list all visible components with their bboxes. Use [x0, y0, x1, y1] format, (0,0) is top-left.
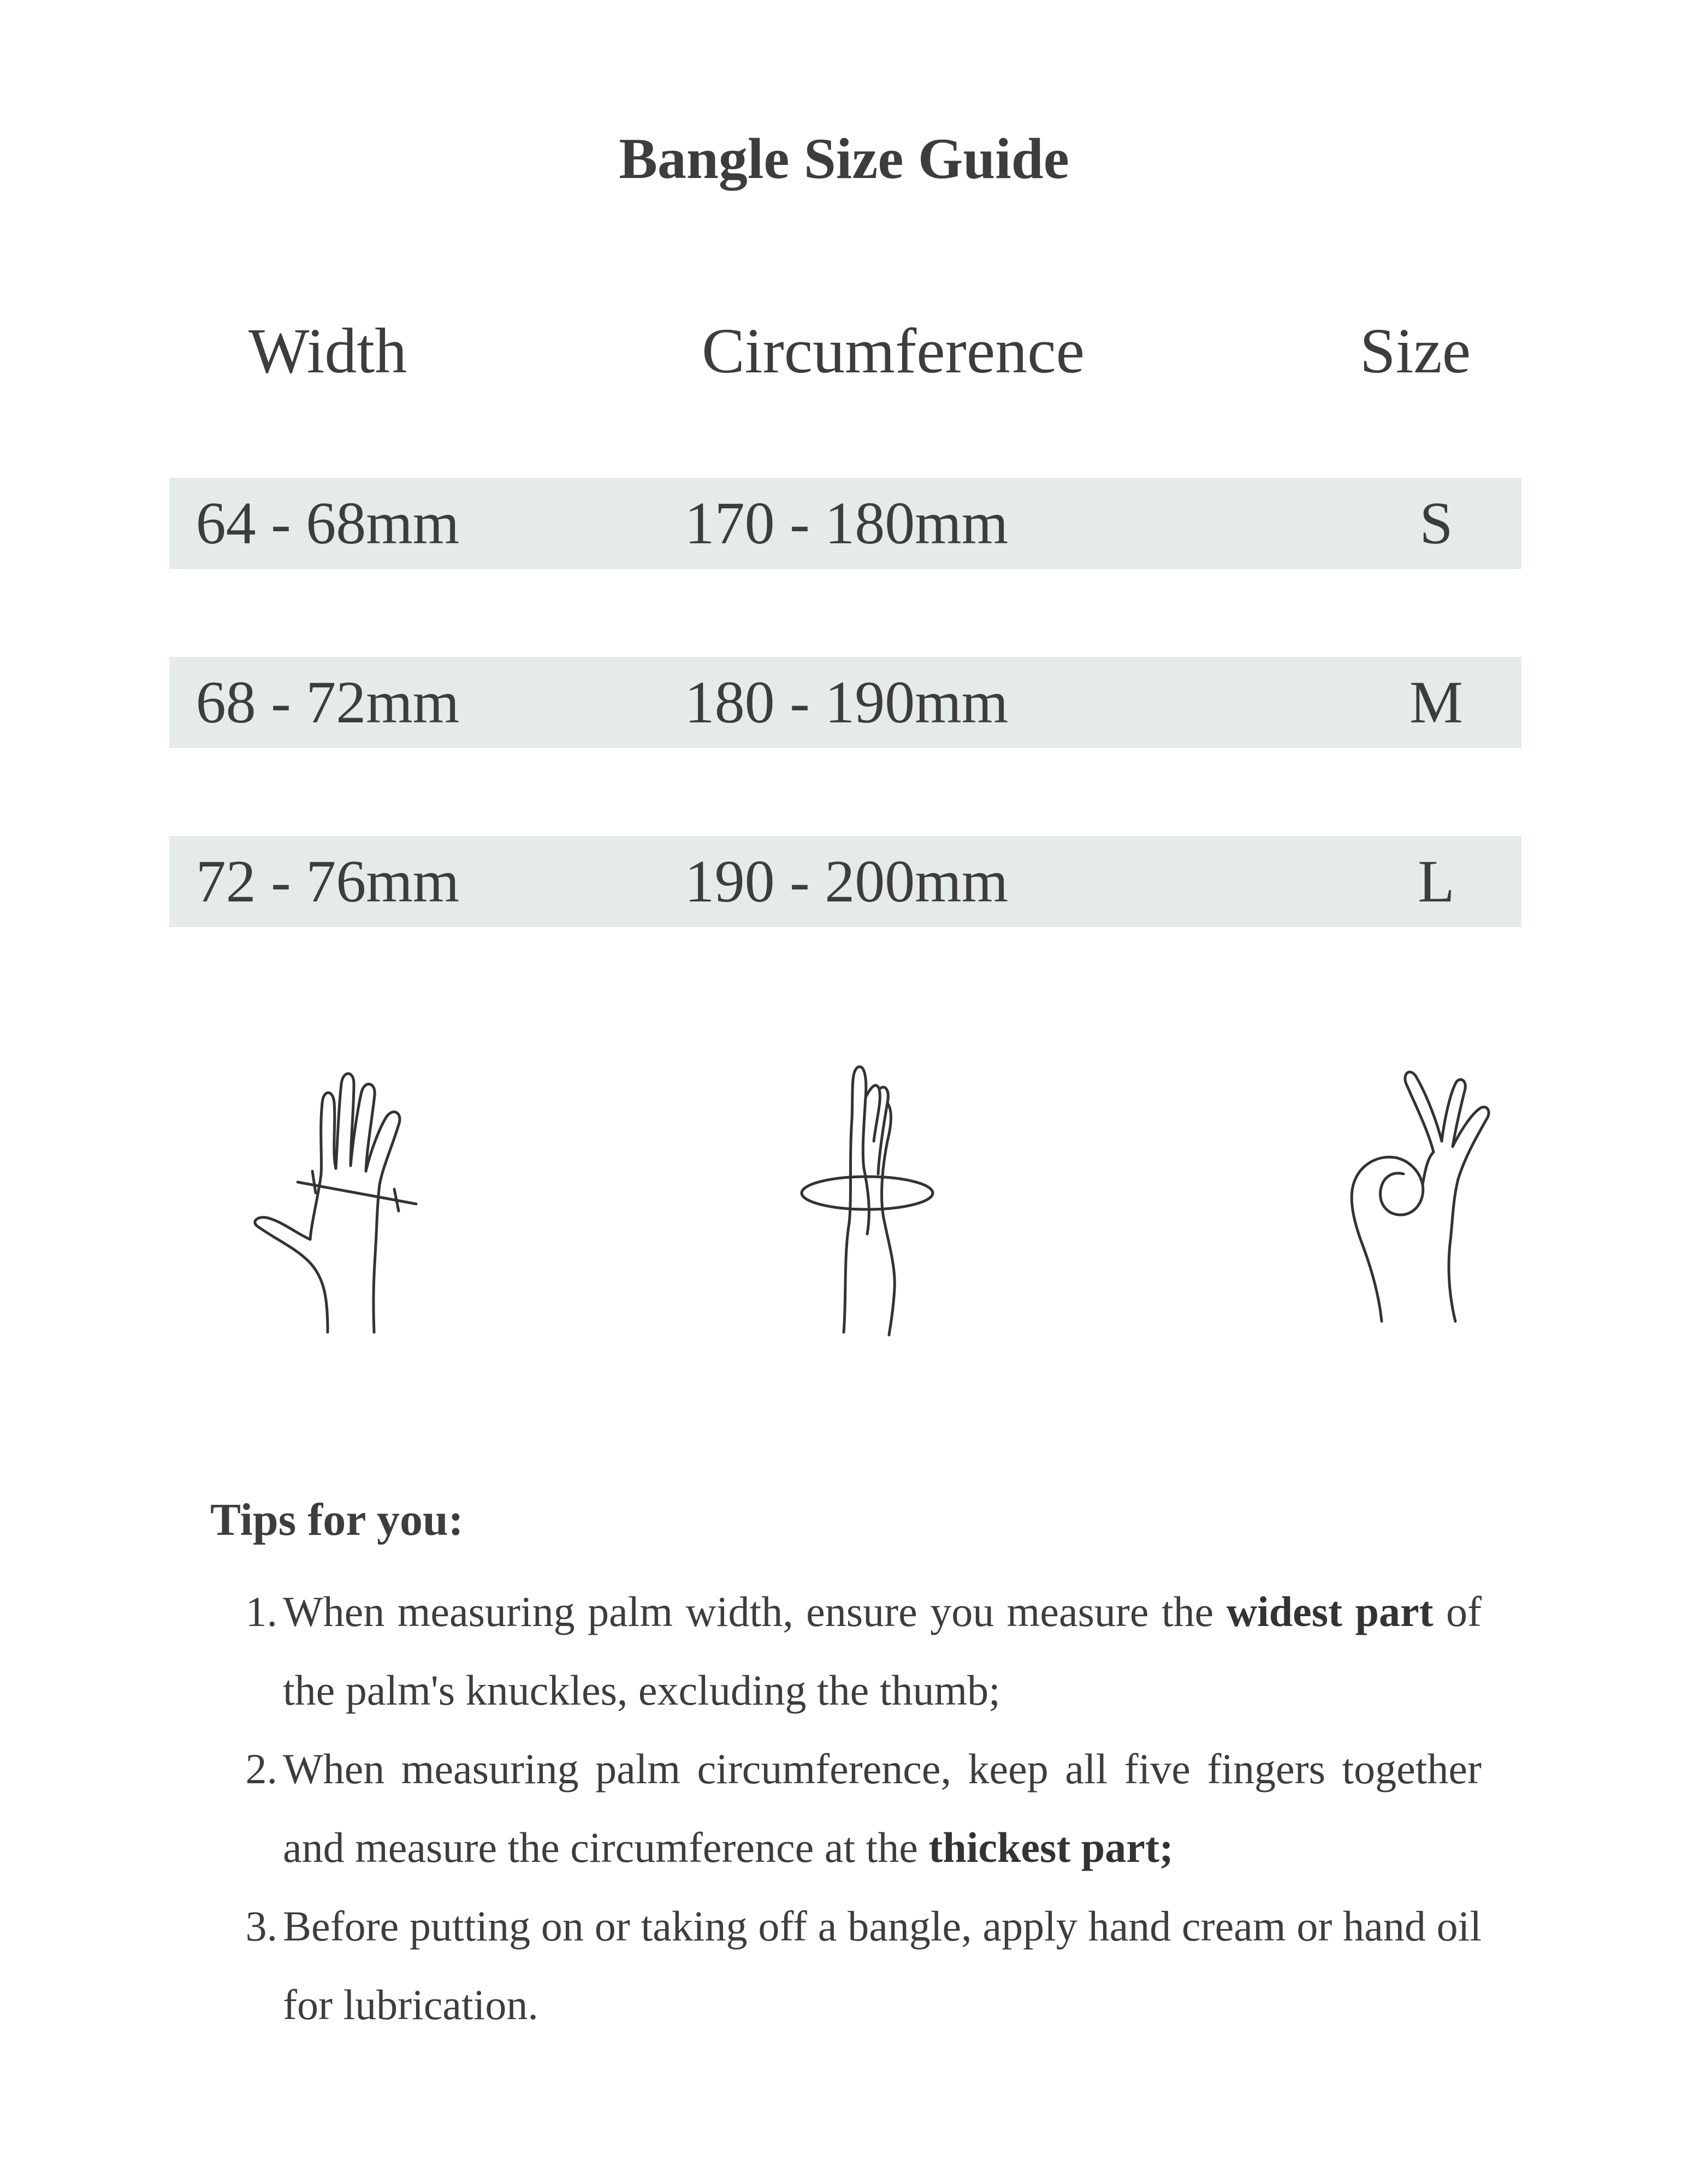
width-value: 64 - 68mm: [196, 490, 460, 556]
header-circumference: Circumference: [702, 315, 1085, 387]
page-title: Bangle Size Guide: [619, 127, 1069, 191]
tip-item: [245, 1730, 1482, 1887]
tips-list: [245, 1572, 1482, 2044]
hand-ok-gesture-icon: [1343, 1059, 1502, 1332]
tip-item: [245, 1887, 1482, 2044]
tip-text: When measuring palm circumference, keep all five fingers together and measure the circumference at the: [283, 1745, 1482, 1871]
size-row-l: [169, 836, 1521, 927]
tip-number: 2.: [245, 1745, 277, 1793]
tip-number: 3.: [245, 1902, 277, 1950]
size-row-m: [169, 657, 1521, 748]
tip-item: [245, 1572, 1482, 1730]
hand-circumference-measure-icon: [797, 1059, 939, 1343]
size-value: L: [1418, 848, 1455, 915]
size-row-s: [169, 478, 1521, 569]
tip-emphasis: widest part: [1226, 1588, 1434, 1635]
hand-width-measure-icon: [246, 1059, 442, 1343]
tip-emphasis: thickest part;: [928, 1824, 1174, 1871]
circumference-value: 180 - 190mm: [684, 669, 1009, 735]
tip-text-end: of the palm's knuckles, excluding the thumb;: [283, 1588, 1482, 1714]
size-value: S: [1419, 490, 1453, 556]
circumference-value: 190 - 200mm: [684, 848, 1009, 915]
header-size: Size: [1360, 315, 1471, 387]
tip-number: 1.: [245, 1588, 277, 1635]
header-width: Width: [248, 315, 407, 387]
tips-title: Tips for you:: [210, 1494, 464, 1545]
tip-text: When measuring palm width, ensure you measure the: [283, 1588, 1227, 1635]
tip-text: Before putting on or taking off a bangle, apply hand cream or hand oil for lubrication.: [283, 1902, 1482, 2028]
width-value: 72 - 76mm: [196, 848, 460, 915]
width-value: 68 - 72mm: [196, 669, 460, 735]
size-value: M: [1409, 669, 1463, 735]
circumference-value: 170 - 180mm: [684, 490, 1009, 556]
